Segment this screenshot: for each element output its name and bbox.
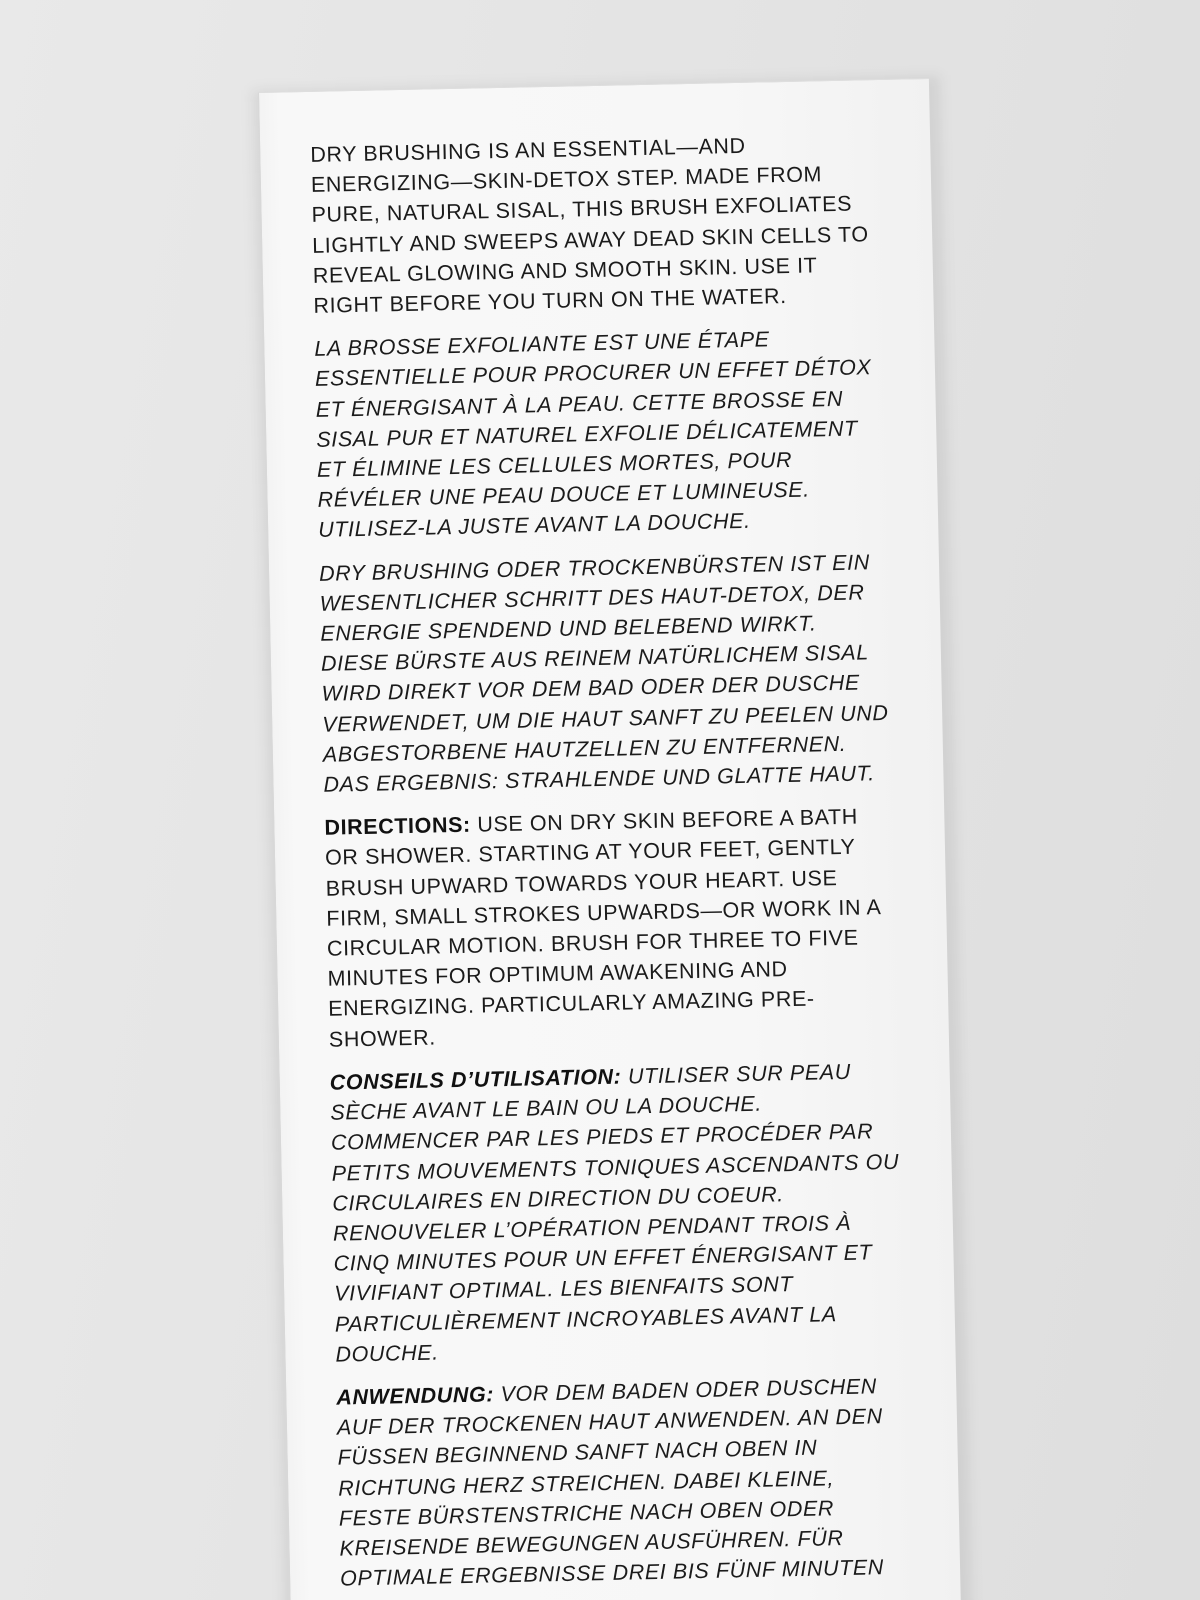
- product-box-panel: [258, 78, 962, 1600]
- directions-german-label: ANWENDUNG:: [336, 1382, 495, 1410]
- directions-english-text: USE ON DRY SKIN BEFORE A BATH OR SHOWER. STARTING AT YOUR FEET, GENTLY BRUSH UPWARD TOWARDS YOUR HEART. USE FIRM, SMALL STROKES UPWARDS—OR WORK IN A CIRCULAR MOTION. BRUSH FOR THREE TO FIVE MINUTES FOR OPTIMUM AWAKENING AND ENERGIZING. PARTICULARLY AMAZING PRE-SHOWER.: [324, 804, 881, 1052]
- directions-german-text: VOR DEM BADEN ODER DUSCHEN AUF DER TROCKENEN HAUT ANWENDEN. AN DEN FÜSSEN BEGINNEND SANFT NACH OBEN IN RICHTUNG HERZ STREICHEN. DABEI KLEINE, FESTE BÜRSTENSTRICHE NACH OBEN ODER KREISENDE BEWEGUNGEN AUSFÜHREN. FÜR OPTIMALE ERGEBNISSE DREI BIS FÜNF MINUTEN: [336, 1374, 885, 1591]
- directions-german: [336, 1371, 908, 1594]
- directions-french-text: UTILISER SUR PEAU SÈCHE AVANT LE BAIN OU LA DOUCHE. COMMENCER PAR LES PIEDS ET PROCÉDER PAR PETITS MOUVEMENTS TONIQUES ASCENDANTS OU CIRCULAIRES EN DIRECTION DU COEUR. RENOUVELER L’OPÉRATION PENDANT TROIS À CINQ MINUTES POUR UN EFFET ÉNERGISANT ET VIVIFIANT OPTIMAL. LES BIENFAITS SONT PARTICULIÈREMENT INCROYABLES AVANT LA DOUCHE.: [330, 1059, 900, 1367]
- directions-english: [324, 801, 897, 1054]
- package-text-block: [310, 128, 909, 1600]
- intro-english: DRY BRUSHING IS AN ESSENTIAL—AND ENERGIZING—SKIN-DETOX STEP. MADE FROM PURE, NATURAL SISAL, THIS BRUSH EXFOLIATES LIGHTLY AND SWEEPS AWAY DEAD SKIN CELLS TO REVEAL GLOWING AND SMOOTH SKIN. USE IT RIGHT BEFORE YOU TURN ON THE WATER.: [310, 133, 869, 318]
- directions-french-label: CONSEILS D’UTILISATION:: [329, 1064, 622, 1095]
- intro-german: DRY BRUSHING ODER TROCKENBÜRSTEN IST EIN WESENTLICHER SCHRITT DES HAUT-DETOX, DER ENERGIE SPENDEND UND BELEBEND WIRKT. DIESE BÜRSTE AUS REINEM NATÜRLICHEM SISAL WIRD DIREKT VOR DEM BAD ODER DER DUSCHE VERWENDET, UM DIE HAUT SANFT ZU PEELEN UND ABGESTORBENE HAUTZELLEN ZU ENTFERNEN. DAS ERGEBNIS: STRAHLENDE UND GLATTE HAUT.: [318, 549, 889, 797]
- intro-french: LA BROSSE EXFOLIANTE EST UNE ÉTAPE ESSENTIELLE POUR PROCURER UN EFFET DÉTOX ET ÉNERGISANT À LA PEAU. CETTE BROSSE EN SISAL PUR ET NATUREL EXFOLIE DÉLICATEMENT ET ÉLIMINE LES CELLULES MORTES, POUR RÉVÉLER UNE PEAU DOUCE ET LUMINEUSE. UTILISEZ-LA JUSTE AVANT LA DOUCHE.: [314, 327, 872, 543]
- directions-english-label: DIRECTIONS:: [324, 812, 472, 841]
- directions-french: [329, 1056, 903, 1370]
